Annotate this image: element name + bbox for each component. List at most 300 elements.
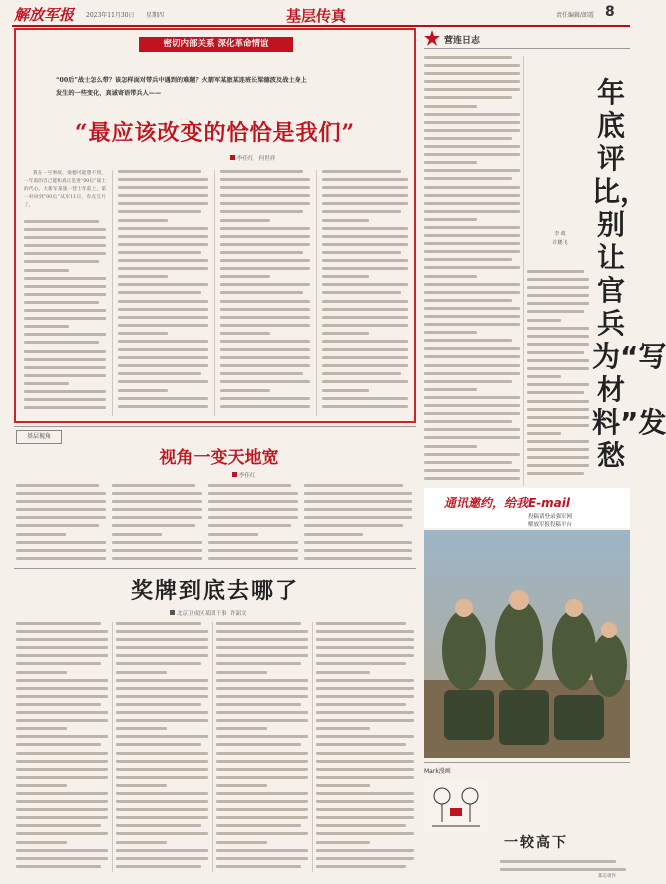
text-line: [216, 849, 308, 852]
text-line: [216, 760, 308, 763]
text-line: [304, 549, 412, 552]
text-line: [216, 703, 301, 706]
text-line: [16, 484, 99, 487]
text-line: [316, 711, 414, 714]
text-line: [322, 389, 369, 392]
feature-author-2: 何世祥: [258, 156, 276, 162]
text-line: [16, 687, 108, 690]
text-line: [322, 267, 408, 270]
column-divider: [523, 56, 524, 486]
text-line: [316, 743, 406, 746]
text-line: [424, 226, 520, 229]
text-line: [16, 824, 101, 827]
text-line: [322, 332, 369, 335]
text-line: [24, 252, 106, 255]
text-line: [116, 646, 208, 649]
text-line: [118, 219, 168, 222]
text-line: [208, 508, 298, 511]
text-line: [16, 541, 106, 544]
text-line: [112, 508, 202, 511]
text-line: [527, 391, 584, 394]
text-line: [118, 348, 208, 351]
column-divider: [112, 170, 113, 416]
text-line: [118, 202, 208, 205]
column-divider: [212, 622, 213, 872]
text-line: [216, 654, 308, 657]
text-line: [424, 364, 520, 367]
text-line: [424, 250, 520, 253]
text-line: [424, 355, 520, 358]
text-line: [16, 638, 108, 641]
text-line: [118, 178, 208, 181]
email-banner-title: 通讯邀约，给我E-mail: [444, 496, 571, 510]
text-line: [424, 469, 520, 472]
text-line: [112, 516, 202, 519]
text-line: [220, 356, 310, 359]
text-line: [316, 752, 414, 755]
text-line: [424, 477, 520, 480]
text-line: [316, 760, 414, 763]
text-line: [424, 153, 520, 156]
text-line: [16, 500, 106, 503]
byline-icon: [232, 472, 237, 477]
text-line: [220, 194, 310, 197]
text-line: [220, 251, 303, 254]
text-line: [216, 679, 308, 682]
text-line: [118, 389, 168, 392]
text-line: [24, 374, 106, 377]
text-line: [116, 695, 208, 698]
text-line: [216, 727, 267, 730]
sidebar-title-rule: [424, 48, 630, 49]
text-line: [527, 375, 561, 378]
text-line: [118, 316, 208, 319]
text-line: [24, 358, 106, 361]
text-line: [316, 735, 414, 738]
text-line: [322, 210, 401, 213]
text-line: [322, 380, 408, 383]
text-line: [316, 841, 370, 844]
text-line: [424, 453, 520, 456]
text-line: [424, 412, 520, 415]
text-line: [220, 275, 270, 278]
text-line: [322, 372, 401, 375]
text-line: [112, 541, 202, 544]
text-line: [24, 301, 99, 304]
sidebar-byline: [530, 230, 590, 248]
text-line: [216, 671, 267, 674]
column-divider: [214, 170, 215, 416]
feature-byline: [230, 154, 275, 162]
bottom-column-2: [116, 622, 208, 872]
feature-lead-paragraph: 我在一号事故，梁德可能想不到，一年前的自己能和真正是进“00后”战士的代心。大新军某旅一营士年前上，第一杆回到“00后”从军11日，有点互片了。: [24, 171, 106, 209]
text-line: [424, 388, 477, 391]
bottom-top-rule: [14, 568, 416, 569]
text-line: [527, 440, 589, 443]
text-line: [424, 258, 512, 261]
text-line: [216, 622, 301, 625]
commentary-column-2: [112, 484, 202, 564]
text-line: [424, 291, 520, 294]
page-editor: 责任编辑/郎霞: [556, 12, 595, 19]
text-line: [304, 500, 412, 503]
issue-weekday: 星期四: [146, 12, 165, 19]
text-line: [322, 186, 408, 189]
text-line: [216, 784, 267, 787]
text-line: [322, 316, 408, 319]
text-line: [116, 638, 208, 641]
text-line: [424, 64, 520, 67]
text-line: [116, 662, 201, 665]
text-line: [424, 299, 512, 302]
text-line: [16, 849, 108, 852]
text-line: [527, 278, 589, 281]
bottom-story-byline-prefix: 北京卫戍区某团干事: [177, 611, 227, 617]
text-line: [216, 646, 308, 649]
text-line: [316, 727, 370, 730]
text-line: [24, 406, 106, 409]
text-line: [208, 533, 258, 536]
text-line: [24, 228, 106, 231]
text-line: [316, 824, 406, 827]
commentary-column-1: [16, 484, 106, 564]
commentary-headline: 视角一变天地宽: [159, 448, 279, 468]
email-banner: [424, 488, 630, 528]
text-line: [424, 331, 477, 334]
text-line: [16, 841, 67, 844]
text-line: [216, 662, 301, 665]
cartoon-rule: [424, 762, 630, 763]
text-line: [16, 492, 106, 495]
text-line: [16, 832, 108, 835]
text-line: [16, 508, 106, 511]
bottom-story-headline: 奖牌到底去哪了: [130, 578, 299, 604]
text-line: [527, 343, 589, 346]
text-line: [424, 177, 512, 180]
text-line: [118, 300, 208, 303]
text-line: [220, 364, 310, 367]
text-line: [16, 719, 108, 722]
text-line: [424, 202, 520, 205]
text-line: [316, 792, 414, 795]
text-line: [16, 865, 101, 868]
text-line: [527, 310, 584, 313]
text-line: [118, 397, 208, 400]
text-line: [118, 291, 201, 294]
text-line: [304, 533, 363, 536]
text-line: [16, 808, 108, 811]
text-line: [304, 516, 412, 519]
text-line: [322, 356, 408, 359]
text-line: [316, 671, 370, 674]
text-line: [316, 654, 414, 657]
text-line: [220, 405, 310, 408]
text-line: [16, 760, 108, 763]
text-line: [24, 317, 106, 320]
sidebar-vertical-headline: 年底评比，别让官兵为“写材料”发愁: [592, 76, 666, 472]
bottom-column-4: [316, 622, 414, 872]
text-line: [527, 351, 584, 354]
text-line: [216, 792, 308, 795]
text-line: [16, 816, 108, 819]
text-line: [118, 194, 208, 197]
text-line: [304, 508, 412, 511]
text-line: [424, 339, 512, 342]
text-line: [216, 824, 301, 827]
text-line: [316, 687, 414, 690]
text-line: [216, 776, 308, 779]
text-line: [316, 768, 414, 771]
text-line: [220, 227, 310, 230]
text-line: [16, 768, 108, 771]
text-line: [220, 210, 303, 213]
text-line: [24, 269, 69, 272]
text-line: [424, 380, 512, 383]
text-line: [424, 194, 520, 197]
cartoon-title: 一较高下: [504, 835, 568, 851]
text-line: [116, 727, 167, 730]
text-line: [16, 857, 108, 860]
text-line: [322, 259, 408, 262]
text-line: [216, 719, 308, 722]
text-line: [424, 218, 477, 221]
text-line: [116, 792, 208, 795]
text-line: [118, 259, 208, 262]
text-line: [116, 735, 208, 738]
text-line: [24, 309, 106, 312]
text-line: [322, 275, 369, 278]
text-line: [112, 557, 202, 560]
text-line: [118, 364, 208, 367]
text-line: [116, 687, 208, 690]
text-line: [424, 242, 520, 245]
text-line: [116, 857, 208, 860]
text-line: [216, 865, 301, 868]
commentary-author: 李佳红: [239, 473, 256, 479]
text-line: [316, 865, 406, 868]
text-line: [24, 293, 106, 296]
sidebar-author-1: 李 政: [554, 231, 566, 237]
text-line: [220, 332, 270, 335]
text-line: [116, 711, 208, 714]
text-line: [316, 679, 414, 682]
text-line: [527, 335, 589, 338]
text-line: [118, 227, 208, 230]
text-line: [220, 389, 270, 392]
feature-column-3: [220, 170, 310, 415]
feature-column-1: [24, 220, 106, 415]
text-line: [527, 319, 561, 322]
text-line: [216, 857, 308, 860]
text-line: [316, 622, 406, 625]
text-line: [424, 266, 520, 269]
text-line: [24, 244, 106, 247]
text-line: [220, 186, 310, 189]
text-line: [208, 516, 298, 519]
feature-column-2: [118, 170, 208, 415]
text-line: [424, 323, 520, 326]
text-line: [208, 484, 291, 487]
text-line: [16, 654, 108, 657]
text-line: [220, 243, 310, 246]
cartoon-author: 郑志勇作: [598, 874, 616, 879]
text-line: [116, 752, 208, 755]
text-line: [16, 695, 108, 698]
text-line: [527, 448, 589, 451]
text-line: [116, 800, 208, 803]
text-line: [16, 784, 67, 787]
text-line: [16, 703, 101, 706]
feature-column-4: [322, 170, 408, 415]
text-line: [424, 121, 520, 124]
newspaper-logo: 解放军报: [14, 6, 75, 24]
text-line: [24, 260, 99, 263]
text-line: [16, 711, 108, 714]
column-divider: [312, 622, 313, 872]
text-line: [118, 283, 208, 286]
text-line: [16, 743, 101, 746]
text-line: [208, 524, 291, 527]
text-line: [116, 654, 208, 657]
feature-kicker: 密切内部关系 深化革命情谊: [139, 37, 293, 52]
text-line: [118, 405, 208, 408]
text-line: [208, 492, 298, 495]
text-line: [316, 808, 414, 811]
text-line: [24, 277, 106, 280]
text-line: [316, 630, 414, 633]
text-line: [424, 105, 477, 108]
text-line: [304, 484, 403, 487]
text-line: [118, 210, 201, 213]
text-line: [116, 719, 208, 722]
feature-headline: “最应该改变的恰恰是我们”: [74, 120, 356, 146]
text-line: [424, 275, 477, 278]
sidebar-author-2: 许鹏飞: [552, 240, 568, 246]
star-icon: [424, 30, 440, 46]
commentary-tag: [16, 430, 62, 444]
section-title: 基层传真: [286, 7, 347, 25]
column-divider: [112, 622, 113, 872]
text-line: [527, 464, 589, 467]
text-line: [322, 340, 408, 343]
commentary-top-rule: [14, 426, 416, 427]
bottom-story-author: 许韶文: [230, 611, 247, 617]
cartoon-image: [424, 778, 488, 832]
text-line: [216, 816, 308, 819]
text-line: [16, 679, 108, 682]
text-line: [304, 524, 403, 527]
text-line: [527, 432, 561, 435]
text-line: [527, 327, 589, 330]
text-line: [424, 88, 520, 91]
text-line: [304, 541, 412, 544]
text-line: [216, 832, 308, 835]
soldiers-photo: [424, 530, 630, 758]
text-line: [424, 169, 520, 172]
text-line: [424, 420, 512, 423]
text-line: [24, 341, 99, 344]
text-line: [424, 234, 520, 237]
text-line: [16, 792, 108, 795]
text-line: [16, 735, 108, 738]
text-line: [216, 841, 267, 844]
text-line: [116, 703, 201, 706]
text-line: [220, 202, 310, 205]
text-line: [16, 646, 108, 649]
feature-box: [14, 28, 416, 423]
text-line: [527, 270, 584, 273]
text-line: [527, 424, 589, 427]
text-line: [216, 735, 308, 738]
text-line: [216, 638, 308, 641]
text-line: [322, 364, 408, 367]
text-line: [116, 768, 208, 771]
text-line: [220, 283, 310, 286]
text-line: [316, 662, 406, 665]
text-line: [118, 170, 201, 173]
bottom-column-1: [16, 622, 108, 872]
text-line: [322, 291, 401, 294]
text-line: [500, 868, 626, 871]
text-line: [118, 186, 208, 189]
commentary-tag-label: 基层视角: [26, 433, 51, 440]
text-line: [118, 275, 168, 278]
text-line: [304, 492, 412, 495]
text-line: [24, 366, 106, 369]
email-banner-line2: 解放军报投稿平台: [528, 522, 573, 528]
cartoon-label: Mark漫画: [424, 768, 451, 775]
text-line: [220, 219, 270, 222]
byline-icon: [230, 155, 235, 160]
text-line: [16, 671, 67, 674]
text-line: [316, 695, 414, 698]
text-line: [24, 398, 106, 401]
text-line: [216, 687, 308, 690]
text-line: [220, 372, 303, 375]
masthead-rule: [12, 25, 630, 27]
text-line: [220, 235, 310, 238]
bottom-story-byline: [170, 609, 247, 617]
text-line: [527, 367, 589, 370]
text-line: [316, 638, 414, 641]
text-line: [118, 340, 208, 343]
text-line: [424, 396, 520, 399]
text-line: [316, 857, 414, 860]
text-line: [24, 382, 69, 385]
text-line: [216, 743, 301, 746]
text-line: [118, 380, 208, 383]
text-line: [527, 359, 589, 362]
text-line: [316, 776, 414, 779]
text-line: [424, 404, 520, 407]
text-line: [322, 202, 408, 205]
text-line: [116, 784, 167, 787]
text-line: [424, 283, 520, 286]
feature-deck-line1: “00后”战士怎么带？该怎样面对带兵中遇到的难题？火箭军某旅某连班长梁德波及战士身上: [56, 77, 307, 84]
text-line: [424, 96, 512, 99]
text-line: [424, 428, 520, 431]
text-line: [527, 302, 589, 305]
text-line: [208, 557, 298, 560]
commentary-column-3: [208, 484, 298, 564]
text-line: [216, 768, 308, 771]
text-line: [216, 800, 308, 803]
text-line: [322, 308, 408, 311]
text-line: [424, 80, 520, 83]
commentary-column-4: [304, 484, 412, 564]
text-line: [316, 703, 406, 706]
text-line: [118, 372, 201, 375]
